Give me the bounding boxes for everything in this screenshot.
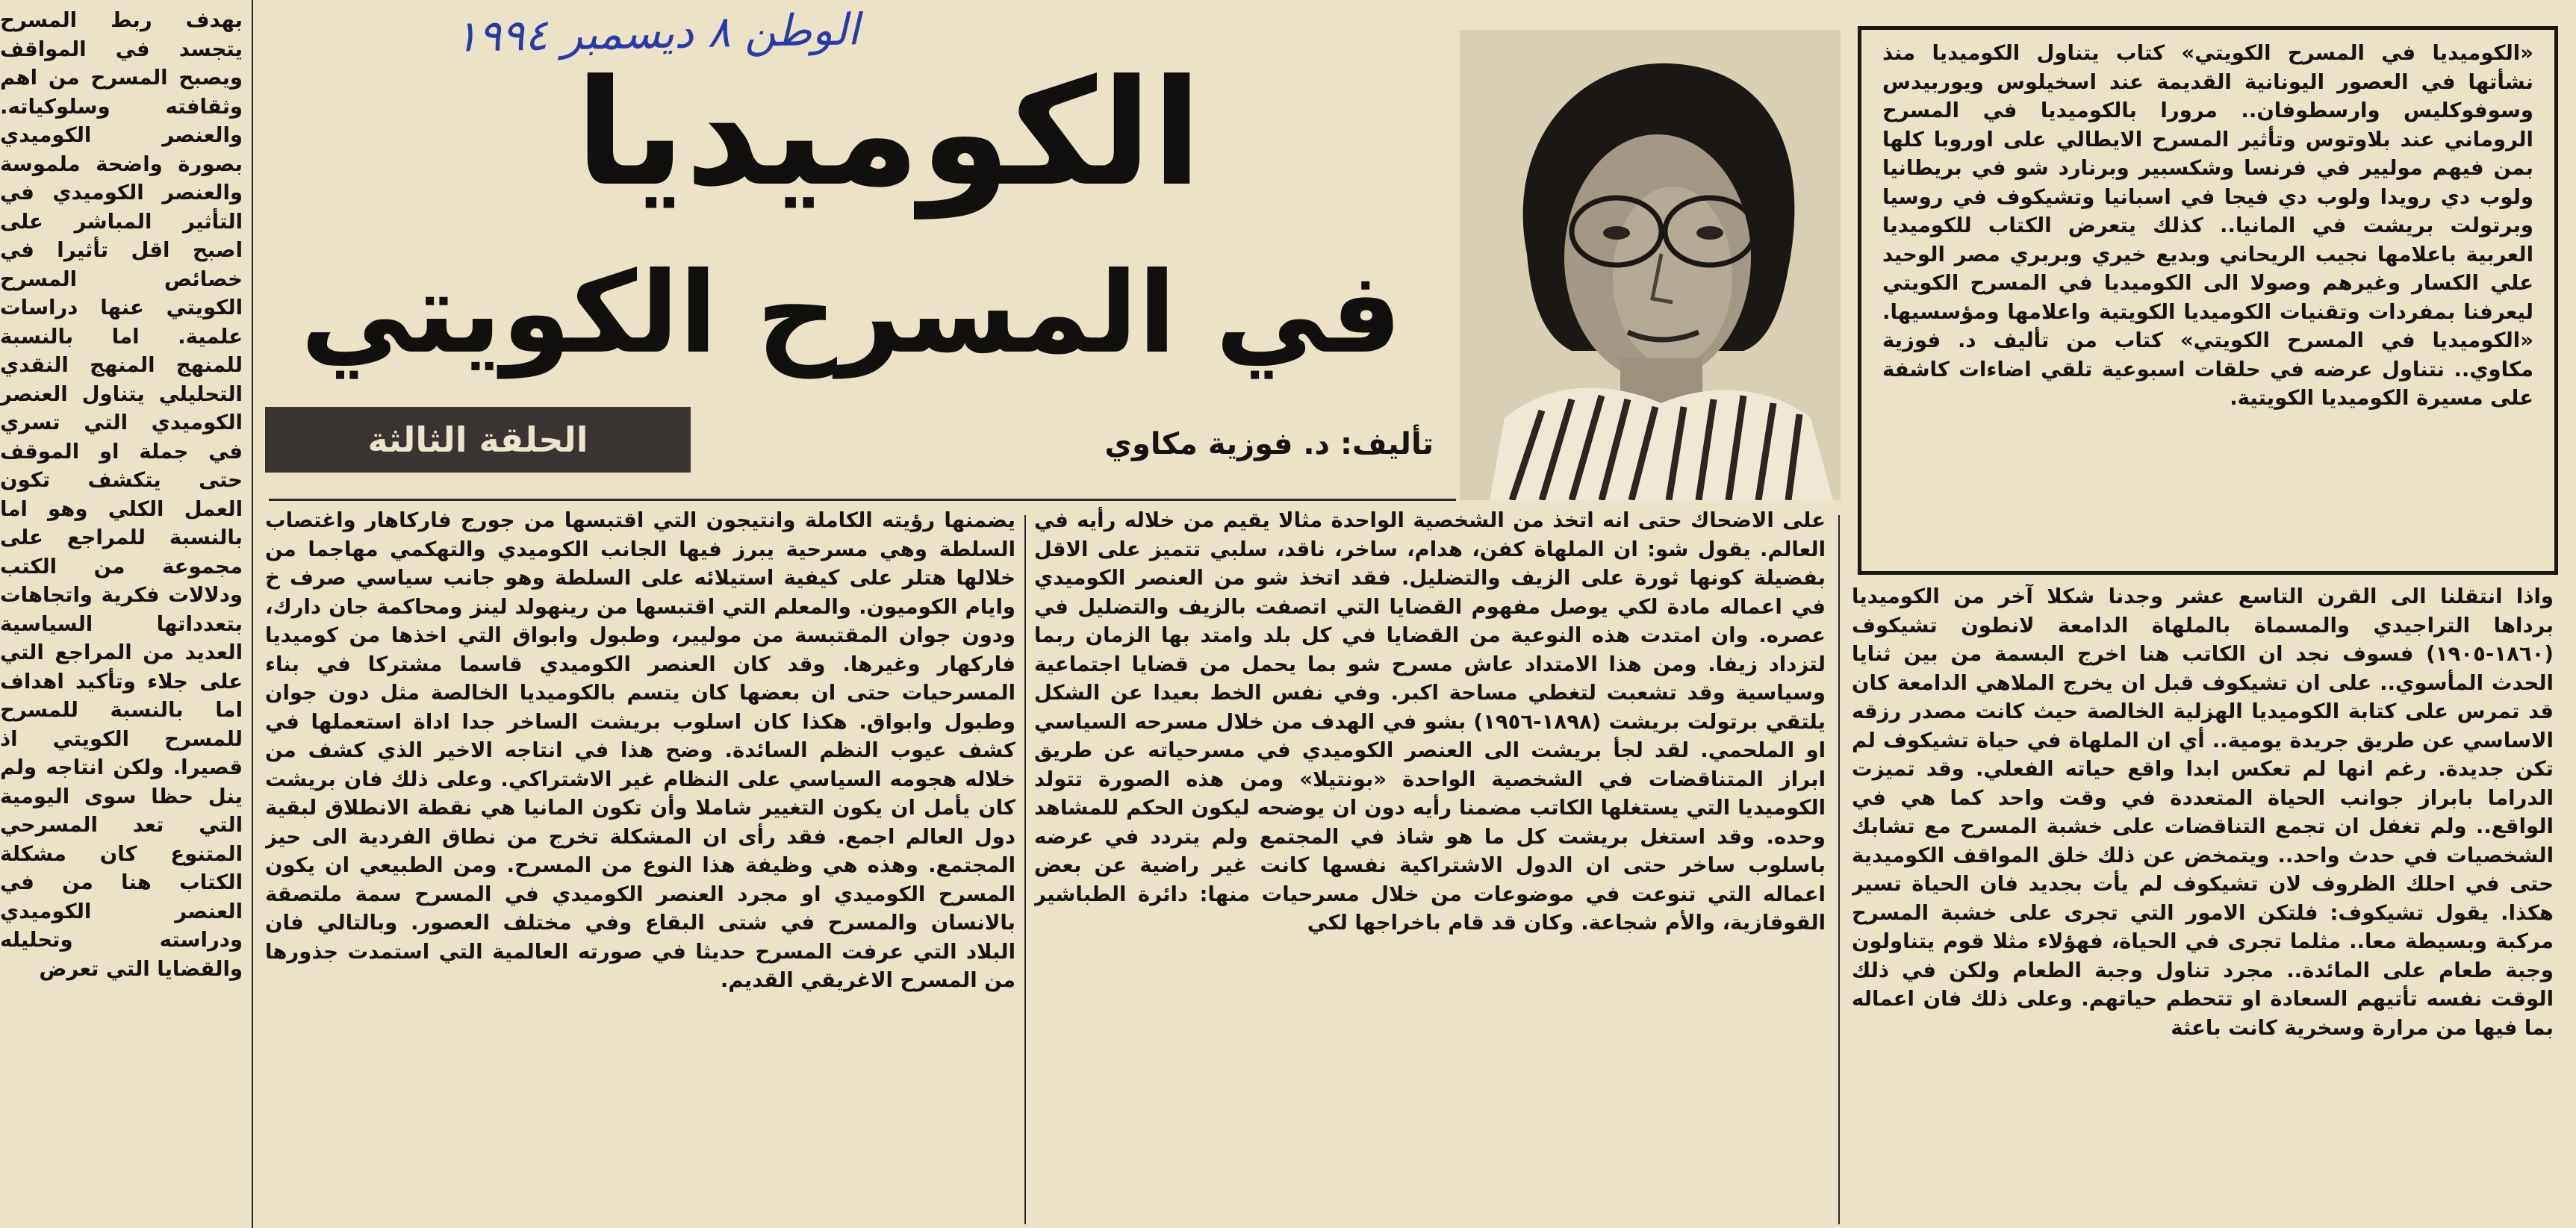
column-divider-3 (252, 0, 253, 1228)
article-column-middle: على الاضحاك حتى انه اتخذ من الشخصية الواحدة مثالا يقيم من خلاله رأيه في العالم. يقول شو: ان الملهاة كفن، هدام، ساخر، ناقد، سلبي تتميز على الاقل بفضيلة كونها ثورة على الزيف والتضليل. فقد اتخذ شو من العنصر الكوميدي في اعماله مادة لكي يوصل مفهوم القضايا التي اتصفت بالزيف والتضليل في عصره. وان امتدت هذه النوعية من القضايا في كل بلد وامتد بها الزمان ربما لتزداد زيفا. ومن هذا الامتداد عاش مسرح شو بما يحمل من قضايا اجتماعية وسياسية وقد تشعبت لتغطي مساحة اكبر. وفي نفس الخط بعيدا عن الشكل يلتقي برتولت بريشت (١٨٩٨-١٩٥٦) بشو في الهدف من خلال مسرحه السياسي او الملحمي. لقد لجأ بريشت الى العنصر الكوميدي في مسرحياته عن طريق ابراز المتناقضات في الشخصية الواحدة «بونتيلا» ومن هذه الصورة تتولد الكوميديا التي يستغلها الكاتب مضمنا رأيه دون ان يوضحه ليكون الحكم للمشاهد وحده. وقد استغل بريشت كل ما هو شاذ في المجتمع ولم يتردد في عرضه باسلوب ساخر حتى ان الدول الاشتراكية نفسها كانت غير راضية عن بعض اعماله التي تنوعت في موضوعات من خلال مسرحيات منها: دائرة الطباشير القوقازية، والأم شجاعة. وكان قد قام باخراجها لكي (1034, 508, 1826, 935)
header-divider (269, 499, 1456, 501)
author-byline: تأليف: د. فوزية مكاوي (1104, 427, 1434, 461)
column-divider-2 (1024, 515, 1026, 1224)
article-column-right: واذا انتقلنا الى القرن التاسع عشر وجدنا شكلا آخر من الكوميديا برداها التراجيدي والمسماة بالملهاة الدامعة لانطون تشيكوف (١٨٦٠-١٩٠٥) فسوف نجد ان الكاتب هنا اخرج البسمة من بين ثنايا الحدث المأسوي.. على ان تشيكوف قبل ان يخرج الملاهي الدامعة كان قد تمرس على كتابة الكوميديا الهزلية الخالصة حيث كانت مصدر رزقه الاساسي عن طريق جريدة يومية.. أي ان الملهاة في حياة تشيكوف لم تكن جديدة. رغم انها لم تعكس ابدا واقع حياته الفعلي. وقد تميزت الدراما بابراز جوانب الحياة المتعددة في وقت واحد كما هي في الواقع.. ولم تغفل ان تجمع التناقضات على خشبة المسرح مع تشابك الشخصيات في حدث واحد.. ويتمخض عن ذلك خلق المواقف الكوميدية حتى في احلك الظروف لان تشيكوف لم يأت بجديد فان الحياة تسير هكذا. يقول تشيكوف: فلتكن الامور التي تجرى على خشبة المسرح مركبة وبسيطة معا.. مثلما تجرى في الحياة، فهؤلاء مثلا قوم يتناولون وجبة طعام على المائدة.. مجرد تناول وجبة الطعام ولكن في ذلك الوقت نفسه تأتيهم السعادة او تتحطم حياتهم. وعلى ذلك فان اعماله بما فيها من مرارة وسخرية كانت باعثة (1852, 585, 2554, 1040)
article-column-left: يضمنها رؤيته الكاملة وانتيجون التي اقتبسها من جورج فاركاهار واغتصاب السلطة وهي مسرحية يبرز فيها الجانب الكوميدي والتهكمي مهاجما من خلالها هتلر على كيفية استيلائه على السلطة وهو جانب سياسي صرف خ وايام الكوميون. والمعلم التي اقتبسها من رينهولد لينز ومحاكمة جان دارك، ودون جوان المقتبسة من موليير، وطبول وابواق التي اخذها من كوميديا فاركهار وغيرها. وقد كان العنصر الكوميدي قاسما مشتركا في بناء المسرحيات حتى ان بعضها كان يتسم بالكوميديا الخالصة مثل دون جوان وطبول وابواق. هكذا كان اسلوب بريشت الساخر جدا اداة استعملها في كشف عيوب النظم السائدة. وضح هذا في انتاجه الاخير الذي كشف من خلاله هجومه السياسي على النظام غير الاشتراكي. وعلى ذلك فان بريشت كان يأمل ان يكون التغيير شاملا وأن تكون المانيا هي نقطة الانطلاق لبقية دول العالم اجمع. فقد رأى ان المشكلة تخرج من نطاق الفردية الى حيز المجتمع. وهذه هي وظيفة هذا النوع من المسرح. ومن الطبيعي ان يكون المسرح الكوميدي او مجرد العنصر الكوميدي في المسرح سمة ملتصقة بالانسان والمسرح في شتى البقاع وفي مختلف العصور. وبالتالي فان البلاد التي عرفت المسرح حديثا في صورته العالمية التي استمدت جذورها من المسرح الاغريقي القديم. (265, 508, 1015, 992)
book-summary-box (1858, 26, 2558, 575)
headline-sub: في المسرح الكويتي (300, 249, 1402, 378)
column-divider-1 (1838, 515, 1840, 1224)
episode-banner (265, 407, 691, 473)
author-portrait-photo (1460, 30, 1841, 500)
article-column-edge: بهدف ربط المسرح يتجسد في المواقف ويصبح المسرح من اهم وثقافته وسلوكياته. والعنصر الكوميدي بصورة واضحة ملموسة والعنصر الكوميدي في التأثير المباشر على اصبح اقل تأثيرا في خصائص المسرح الكويتي عنها دراسات علمية. اما بالنسبة للمنهج المنهج النقدي التحليلي يتناول العنصر الكوميدي التي تسري في جملة او الموقف حتى يتكشف تكون العمل الكلي وهو اما بالنسبة للمراجع على مجموعة من الكتب ودلالات فكرية واتجاهات بتعدداتها السياسية العديد من المراجع التي على جلاء وتأكيد اهداف اما بالنسبة للمسرح للمسرح الكويتي اذ قصيرا. ولكن انتاجه ولم ينل حظا سوى اليومية التي تعد المسرحي المتنوع كان مشكلة الكتاب هنا من في العنصر الكوميدي ودراسته وتحليله والقضايا التي تعرض (0, 8, 243, 981)
book-summary-text: «الكوميديا في المسرح الكويتي» كتاب يتناول الكوميديا منذ نشأتها في العصور اليونانية القديمة عند اسخيلوس ويوربيدس وسوفوكليس وارسطوفان.. مرورا بالكوميديا في المسرح الروماني عند بلاوتوس وتأثير المسرح الايطالي على اوروبا كلها بمن فيهم موليير في فرنسا وشكسبير وبرنارد شو في بريطانيا ولوب دي رويدا ولوب دي فيجا في اسبانيا وتشيكوف في روسيا وبرتولت بريشت في المانيا.. كذلك يتعرض الكتاب للكوميديا العربية باعلامها نجيب الريحاني وبديع خيري وبربري مصر الوحيد علي الكسار وغيرهم وصولا الى الكوميديا في المسرح الكويتي ليعرفنا بمفردات وتقنيات الكوميديا الكويتية واعلامها ومؤسسيها. «الكوميديا في المسرح الكويتي» كتاب من تأليف د. فوزية مكاوي.. نتناول عرضه في حلقات اسبوعية تلقي اضاءات كاشفة على مسيرة الكوميديا الكويتية. (1882, 41, 2533, 410)
headline-main: الكوميديا (575, 49, 1202, 219)
handwritten-date-note: الوطن ٨ ديسمبر ١٩٩٤ (454, 4, 860, 62)
episode-label: الحلقة الثالثة (367, 420, 588, 460)
portrait-image (1460, 30, 1841, 500)
